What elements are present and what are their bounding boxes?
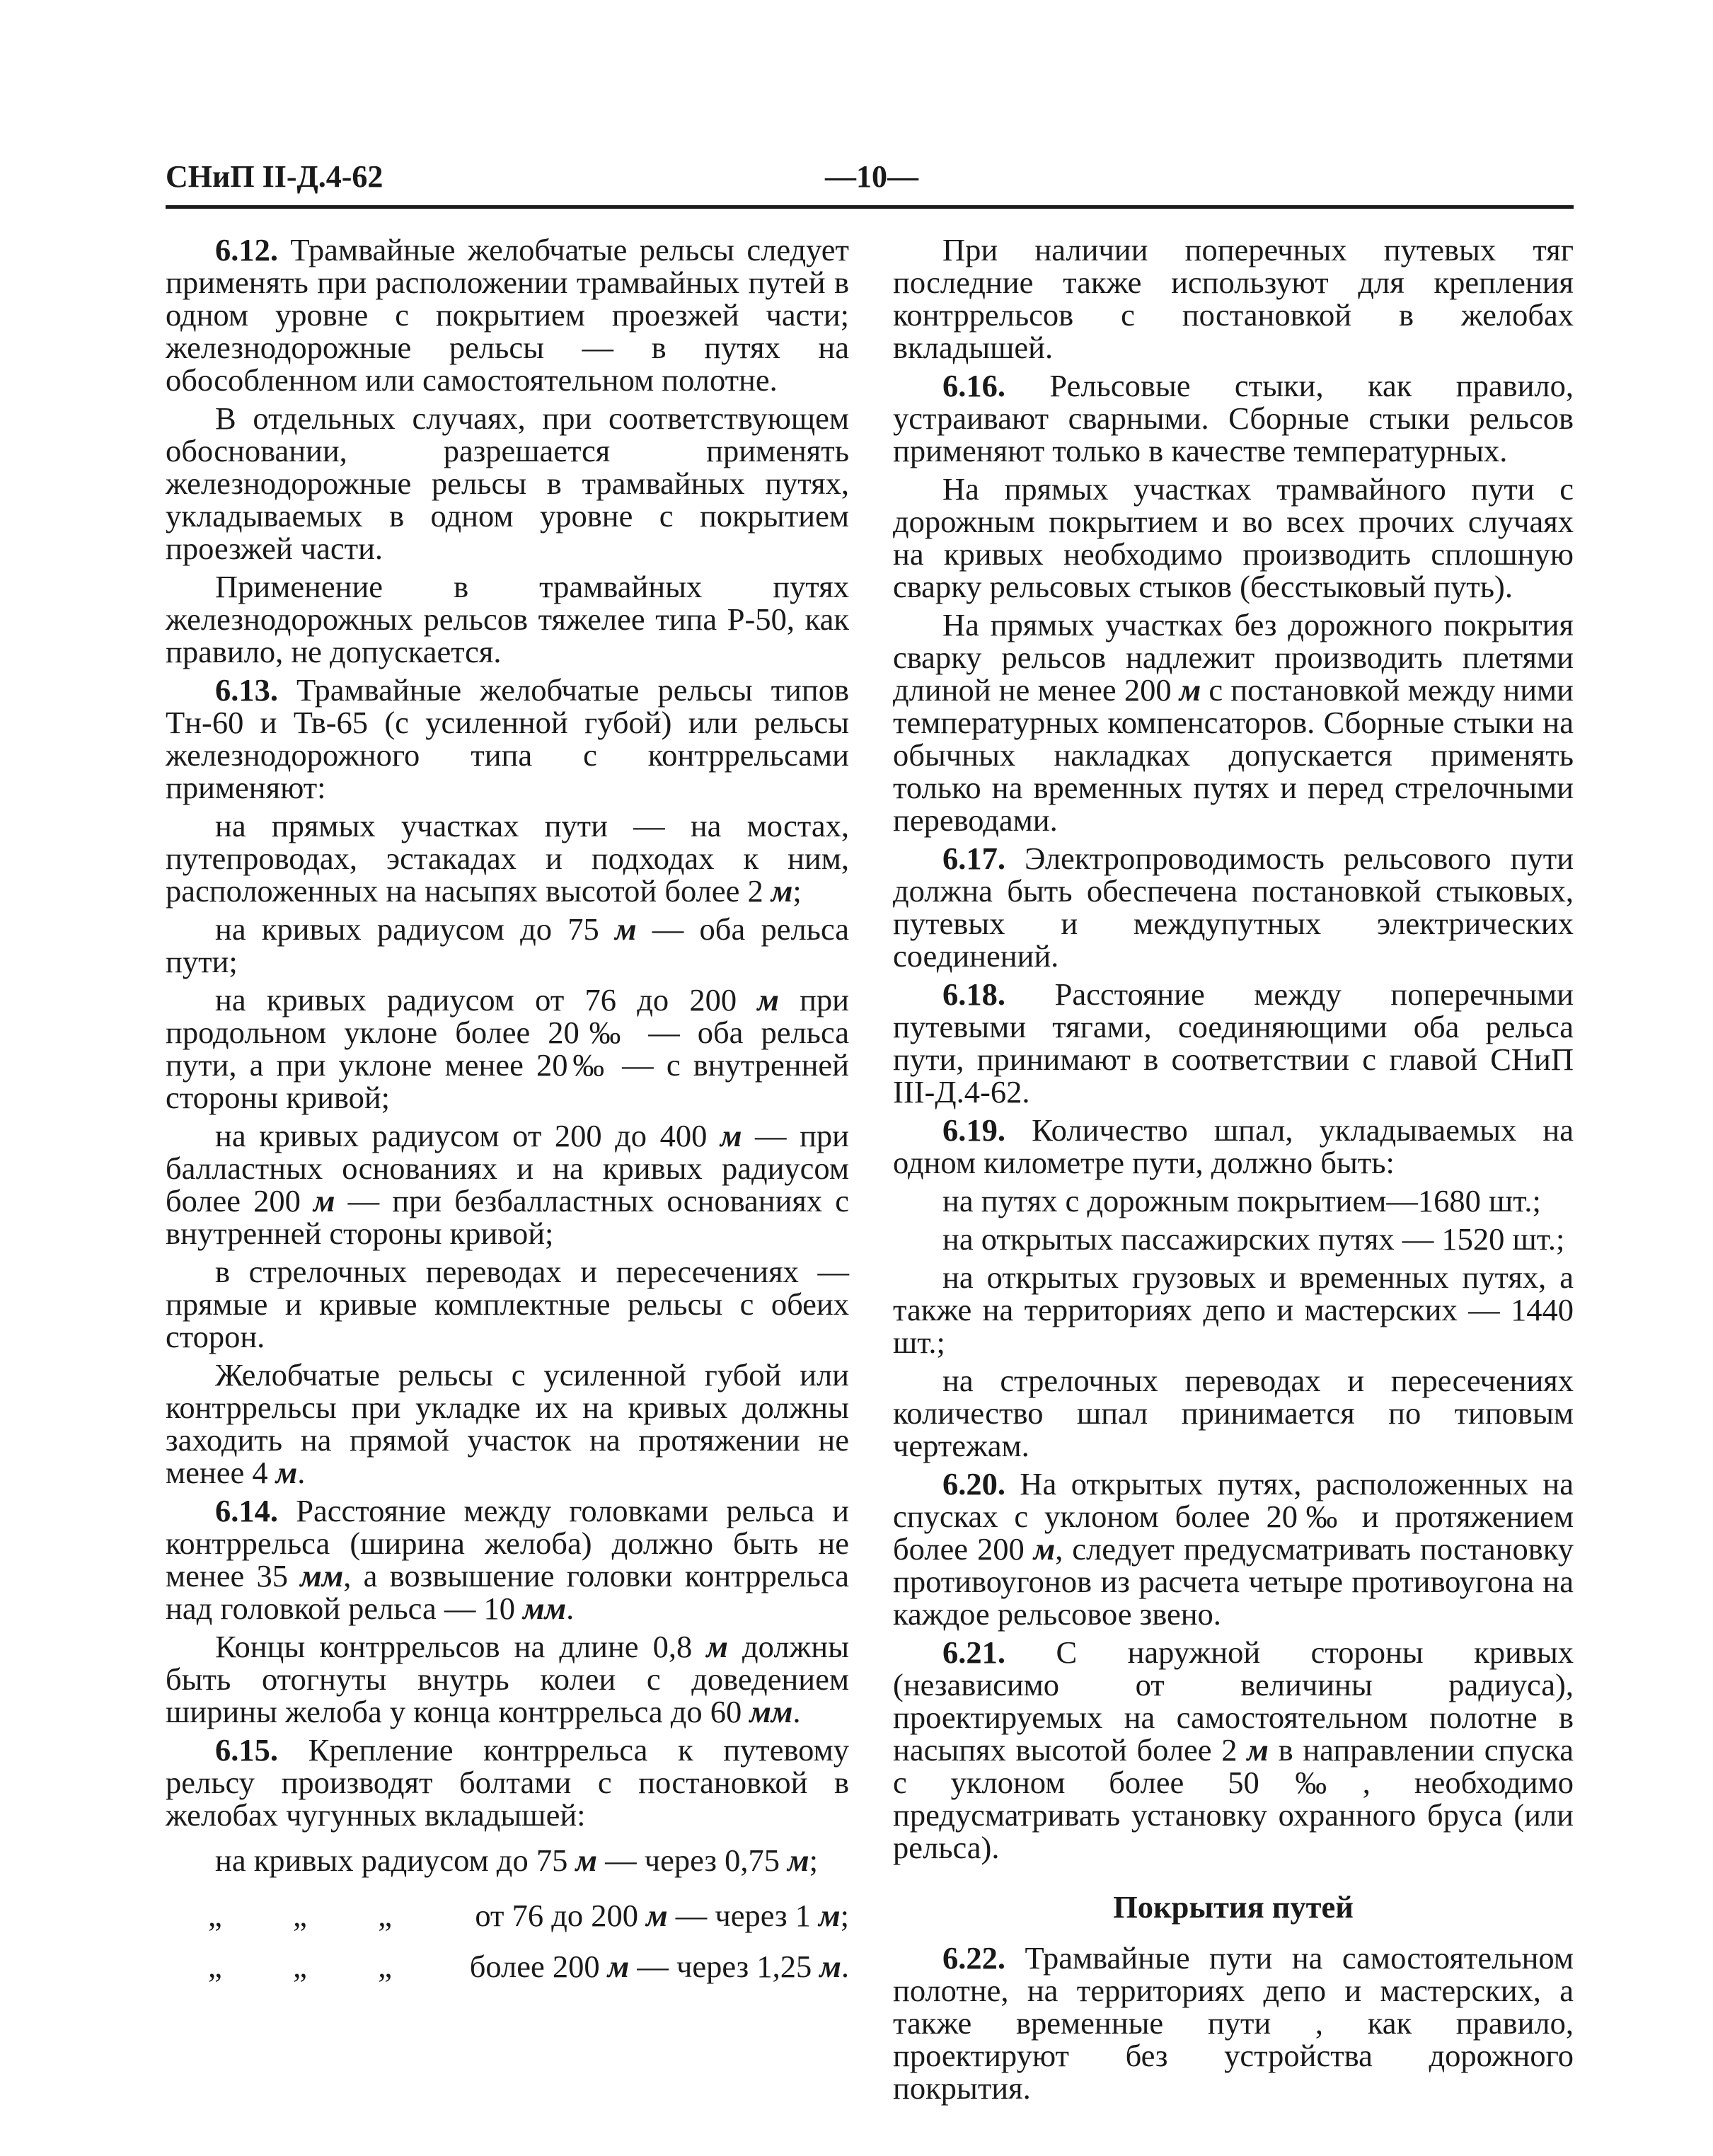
list-item: в стрелочных переводах и пересечениях — прямые и кривые комплектные рельсы с обеих сторон. <box>166 1254 849 1354</box>
text <box>420 1950 849 1983</box>
text: Желобчатые рельсы с усиленной губой или контррельсы при укладке их на кривых должны заходить на прямой участок на протяжении не менее 4 <box>166 1357 849 1490</box>
text: . <box>792 1694 801 1729</box>
clause-text: Расстояние между поперечными путевыми тягами, соединяющими оба рельса пути, принимают в соответствии с главой СНиП III-Д.4-62. <box>893 976 1574 1109</box>
clause-6-12 <box>166 234 849 396</box>
paragraph: На прямых участках трамвайного пути с дорожным покрытием и во всех прочих случаях на кривых необходимо производить сплошную сварку рельсовых стыков (бесстыковый путь). <box>893 471 1574 604</box>
clause-number: 6.20. <box>942 1466 1005 1501</box>
clause-number: 6.18. <box>942 976 1005 1012</box>
text: более 200 <box>469 1949 608 1984</box>
clause-number: 6.21. <box>942 1635 1005 1670</box>
text: — через 0,75 <box>596 1843 788 1878</box>
paragraph <box>166 1630 849 1728</box>
ditto-mark: „ <box>378 1949 392 1984</box>
unit: м <box>575 1843 597 1878</box>
unit: м <box>1247 1732 1269 1768</box>
right-column <box>893 234 1574 2110</box>
text: на кривых радиусом от 76 до 200 <box>215 982 758 1018</box>
document-code: СНиП II-Д.4-62 <box>166 159 383 194</box>
text: Расстояние между головками рельса и контррельса (ширина желоба) должно быть не менее 35 <box>166 1493 849 1593</box>
unit: м <box>615 911 637 947</box>
clause-6-14 <box>166 1494 849 1625</box>
clause-number: 6.17. <box>942 841 1005 876</box>
text: в направлении спуска с уклоном более 50‰, необходимо предусматривать установку охранного бруса (или рельса). <box>893 1732 1574 1865</box>
clause-number: 6.15. <box>215 1732 278 1768</box>
clause-text: Крепление контррельса к путевому рельсу производят болтами с постановкой в желобах чугунных вкладышей: <box>166 1732 849 1833</box>
list-item: на открытых грузовых и временных путях, а также на территориях депо и мастерских — 1440 шт.; <box>893 1259 1574 1360</box>
paragraph: При наличии поперечных путевых тяг последние также используют для крепления контррельсов с постановкой в желобах вкладышей. <box>893 232 1574 365</box>
list-item <box>166 984 849 1114</box>
clause-6-20 <box>893 1468 1574 1630</box>
header-rule <box>166 205 1574 209</box>
text: Концы контррельсов на длине 0,8 <box>215 1629 707 1664</box>
list-item <box>166 809 849 907</box>
text: — через 1 <box>667 1898 819 1933</box>
unit: мм <box>749 1694 793 1729</box>
clause-number: 6.16. <box>942 368 1005 403</box>
paragraph <box>166 1359 849 1489</box>
text: , следует предусматривать постановку противоугонов из расчета четыре противоугона на каждое рельсовое звено. <box>893 1531 1574 1632</box>
unit: м <box>788 1843 809 1878</box>
text: — при безбалластных основаниях с внутренней стороны кривой; <box>166 1183 849 1251</box>
text: . <box>297 1455 306 1490</box>
clause-6-21 <box>893 1636 1574 1864</box>
paragraph: Применение в трамвайных путях железнодорожных рельсов тяжелее типа Р-50, как правило, не допускается. <box>166 569 849 669</box>
ditto-mark: „ <box>378 1898 392 1933</box>
list-item: на открытых пассажирских путях — 1520 шт.; <box>942 1221 1565 1257</box>
text: — при балластных основаниях и на кривых радиусом более 200 <box>166 1118 849 1218</box>
clause-6-19 <box>893 1114 1574 1179</box>
unit: м <box>706 1629 728 1664</box>
clause-6-15 <box>166 1734 849 1831</box>
unit: м <box>819 1949 841 1984</box>
unit: м <box>771 873 793 909</box>
ditto-mark: „ <box>293 1898 307 1933</box>
unit: мм <box>300 1558 344 1593</box>
clause-text: Трамвайные желобчатые рельсы типов Тн-60 и Тв-65 (с усиленной губой) или рельсы железнодорожного типа с контррельсами применяют: <box>166 672 849 805</box>
text: ; <box>792 873 802 909</box>
text: с постановкой между ними температурных компенсаторов. Сборные стыки на обычных накладках допускается применять только на временных путях и перед стрелочными переводами. <box>893 672 1574 838</box>
ditto-mark: „ <box>293 1949 307 1984</box>
text: ; <box>840 1898 849 1933</box>
clause-number: 6.14. <box>215 1493 278 1528</box>
paragraph <box>893 609 1574 836</box>
unit: м <box>607 1949 630 1984</box>
clause-text: Рельсовые стыки, как правило, устраивают сварными. Сборные стыки рельсов применяют только в качестве температурных. <box>893 368 1574 468</box>
text: — через 1,25 <box>629 1949 820 1984</box>
text <box>420 1899 849 1932</box>
clause-number: 6.13. <box>215 672 278 708</box>
text: , а возвышение головки контррельса над головкой рельса — 10 <box>166 1558 849 1626</box>
list-item: на путях с дорожным покрытием—1680 шт.; <box>942 1183 1541 1218</box>
paragraph: В отдельных случаях, при соответствующем обосновании, разрешается применять железнодорожные рельсы в трамвайных путях, укладываемых в одном уровне с покрытием проезжей части. <box>166 400 849 566</box>
clause-6-16 <box>893 369 1574 467</box>
text: на кривых радиусом до 75 <box>215 911 616 947</box>
list-item <box>166 913 849 978</box>
clause-text: Трамвайные желобчатые рельсы следует применять при расположении трамвайных путей в одном уровне с покрытием проезжей части; железнодорожные рельсы — в путях на обособленном или самостоятельном полотне. <box>166 232 849 398</box>
ditto-mark: „ <box>208 1898 222 1933</box>
section-heading: Покрытия путей <box>1113 1889 1354 1925</box>
unit: м <box>720 1118 742 1153</box>
unit: м <box>757 982 779 1018</box>
clause-text: Электропроводимость рельсового пути должна быть обеспечена постановкой стыковых, путевых и междупутных электрических соединений. <box>893 841 1574 974</box>
ditto-marks <box>208 1950 420 1983</box>
list-item: на стрелочных переводах и пересечениях количество шпал принимается по типовым чертежам. <box>893 1363 1574 1463</box>
ditto-mark: „ <box>208 1949 222 1984</box>
clause-number: 6.12. <box>215 232 278 267</box>
text: на прямых участках пути — на мостах, путепроводах, эстакадах и подходах к ним, расположенных на насыпях высотой более 2 <box>166 808 849 909</box>
unit: м <box>646 1898 668 1933</box>
ditto-marks <box>208 1899 420 1932</box>
clause-6-17 <box>893 842 1574 972</box>
unit: м <box>275 1455 298 1490</box>
unit: мм <box>523 1591 567 1626</box>
unit: м <box>313 1183 335 1218</box>
clause-number: 6.22. <box>942 1940 1005 1976</box>
text: при продольном уклоне более 20‰ — оба рельса пути, а при уклоне менее 20‰ — с внутренней стороны кривой; <box>166 982 849 1115</box>
text: . <box>566 1591 575 1626</box>
clause-text: Трамвайные пути на самостоятельном полотне, на территориях депо и мастерских, а также временные пути , как правило, проектируют без устройства дорожного покрытия. <box>893 1940 1574 2106</box>
left-column <box>166 234 849 1983</box>
text: ; <box>809 1843 818 1878</box>
text: на кривых радиусом до 75 <box>215 1843 576 1878</box>
unit: м <box>1033 1531 1056 1567</box>
spacing-row <box>166 1950 849 1983</box>
text: На открытых путях, расположенных на спусках с уклоном более 20‰ и протяжением более 200 <box>893 1466 1574 1567</box>
spacing-row <box>166 1844 849 1877</box>
text: на кривых радиусом от 200 до 400 <box>215 1118 720 1153</box>
clause-6-22 <box>893 1942 1574 2104</box>
list-item <box>166 1119 849 1250</box>
clause-text: Количество шпал, укладываемых на одном километре пути, должно быть: <box>893 1112 1574 1180</box>
clause-number: 6.19. <box>942 1112 1005 1148</box>
text: На прямых участках без дорожного покрытия сварку рельсов надлежит производить плетями длиной не менее 200 <box>893 607 1574 708</box>
spacing-row <box>166 1899 849 1932</box>
clause-6-13 <box>166 674 849 804</box>
unit: м <box>1179 672 1201 708</box>
text: . <box>841 1949 849 1984</box>
text: от 76 до 200 <box>475 1898 647 1933</box>
page-number: —10— <box>825 159 918 194</box>
text: должны быть отогнуты внутрь колеи с доведением ширины желоба у конца контррельса до 60 <box>166 1629 849 1729</box>
text: С наружной стороны кривых (независимо от величины радиуса), проектируемых на самостоятельном полотне в насыпях высотой более 2 <box>893 1635 1574 1768</box>
clause-6-18 <box>893 978 1574 1108</box>
bolt-spacing-list <box>166 1844 849 1983</box>
unit: м <box>819 1898 841 1933</box>
text: — оба рельса пути; <box>166 911 849 979</box>
